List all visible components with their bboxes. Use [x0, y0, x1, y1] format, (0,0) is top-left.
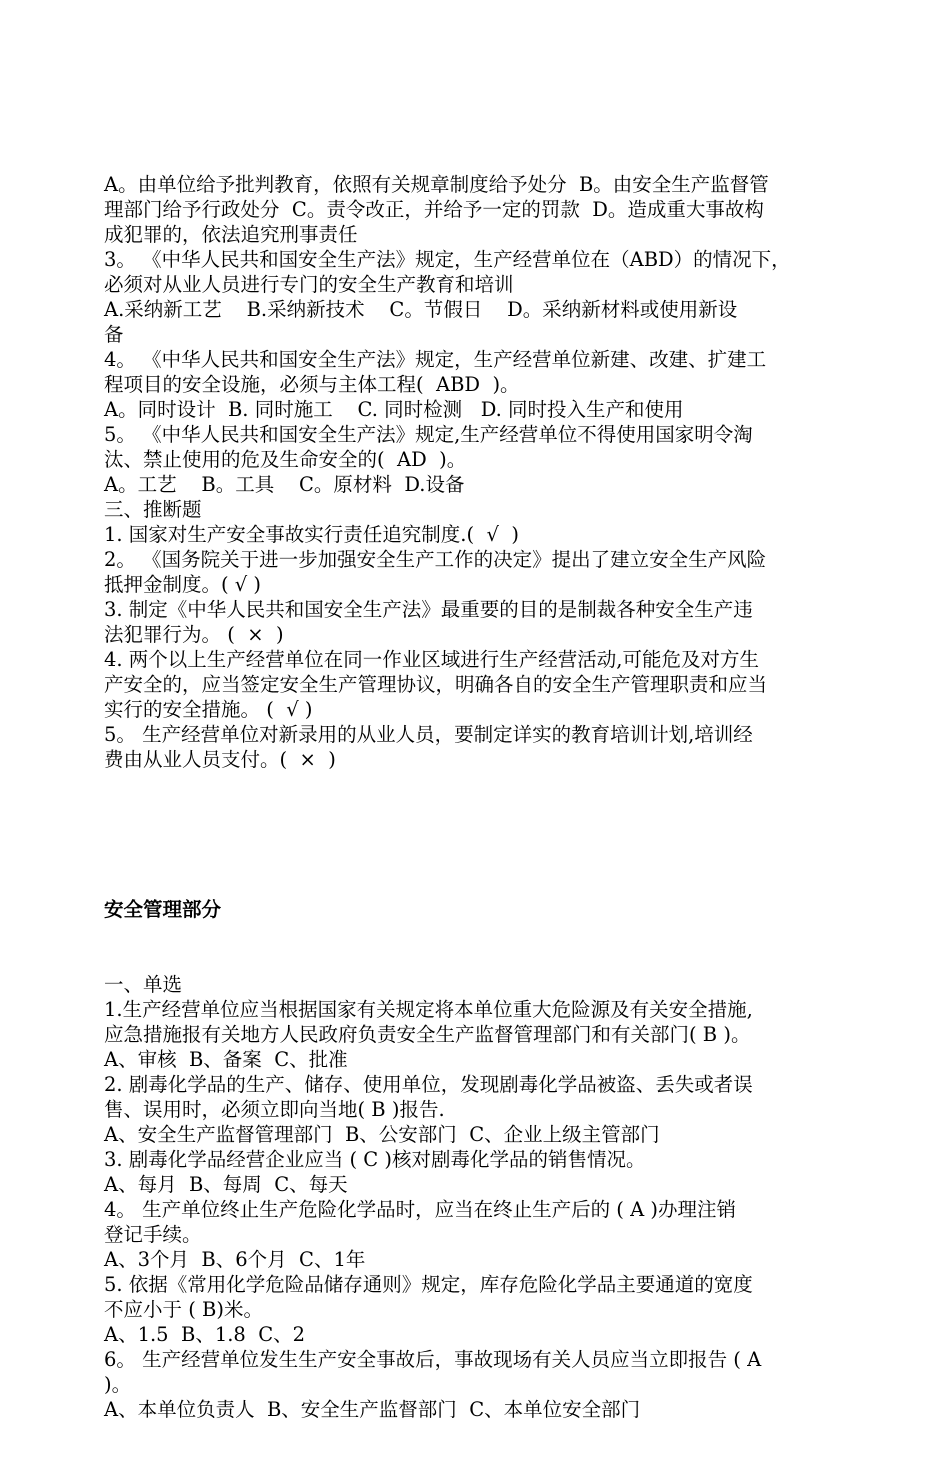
text-line: 备: [104, 323, 124, 346]
text-line: 4. 两个以上生产经营单位在同一作业区域进行生产经营活动,可能危及对方生: [104, 648, 760, 671]
text-line: 2. 剧毒化学品的生产、储存、使用单位，发现剧毒化学品被盗、丢失或者误: [104, 1073, 753, 1096]
text-line: 必须对从业人员进行专门的安全生产教育和培训: [104, 273, 514, 296]
text-line: A、本单位负责人 B、安全生产监督部门 C、本单位安全部门: [104, 1398, 641, 1421]
text-line: 费由从业人员支付。( × ): [104, 748, 336, 771]
text-line: 4。 生产单位终止生产危险化学品时，应当在终止生产后的 ( A )办理注销: [104, 1198, 736, 1221]
text-line: A。工艺 B。工具 C。原材料 D.设备: [104, 473, 465, 496]
text-line: A、3个月 B、6个月 C、1年: [104, 1248, 366, 1271]
text-line: A、审核 B、备案 C、批准: [104, 1048, 348, 1071]
text-line: 实行的安全措施。 ( √ ): [104, 698, 313, 721]
text-line: 3. 制定《中华人民共和国安全生产法》最重要的目的是制裁各种安全生产违: [104, 598, 753, 621]
section-heading: 安全管理部分: [104, 898, 222, 921]
text-line: 一、单选: [104, 973, 183, 996]
text-line: 5. 依据《常用化学危险品储存通则》规定，库存危险化学品主要通道的宽度: [104, 1273, 753, 1296]
text-line: 不应小于 ( B)米。: [104, 1298, 263, 1321]
text-line: 程项目的安全设施，必须与主体工程( ABD )。: [104, 373, 520, 396]
text-line: 6。 生产经营单位发生生产安全事故后，事故现场有关人员应当立即报告 ( A: [104, 1348, 762, 1371]
text-line: A、安全生产监督管理部门 B、公安部门 C、企业上级主管部门: [104, 1123, 660, 1146]
text-line: 三、推断题: [104, 498, 202, 521]
text-line: 5。 生产经营单位对新录用的从业人员，要制定详实的教育培训计划,培训经: [104, 723, 753, 746]
text-line: A。同时设计 B. 同时施工 C. 同时检测 D. 同时投入生产和使用: [104, 398, 684, 421]
text-line: 成犯罪的，依法追究刑事责任: [104, 223, 358, 246]
text-line: 登记手续。: [104, 1223, 202, 1246]
paragraph-gap: [104, 822, 874, 847]
text-line: 1.生产经营单位应当根据国家有关规定将本单位重大危险源及有关安全措施,: [104, 998, 753, 1021]
text-line: 应急措施报有关地方人民政府负责安全生产监督管理部门和有关部门( B )。: [104, 1023, 751, 1046]
text-line: 1. 国家对生产安全事故实行责任追究制度.( √ ): [104, 523, 519, 546]
text-line: 3. 剧毒化学品经营企业应当 ( C )核对剧毒化学品的销售情况。: [104, 1148, 646, 1171]
block-single-choice: [104, 972, 874, 1422]
block-exam-answers: [104, 172, 874, 772]
text-line: A.采纳新工艺 B.采纳新技术 C。节假日 D。采纳新材料或使用新设: [104, 298, 738, 321]
text-line: )。: [104, 1373, 132, 1396]
text-line: 4。 《中华人民共和国安全生产法》规定，生产经营单位新建、改建、扩建工: [104, 348, 767, 371]
text-line: 法犯罪行为。 ( × ): [104, 623, 284, 646]
text-line: 5。 《中华人民共和国安全生产法》规定,生产经营单位不得使用国家明令淘: [104, 423, 753, 446]
document-body: [104, 122, 874, 1472]
text-line: A。由单位给予批判教育，依照有关规章制度给予处分 B。由安全生产监督管: [104, 173, 769, 196]
text-line: A、每月 B、每周 C、每天: [104, 1173, 348, 1196]
text-line: A、1.5 B、1.8 C、2: [104, 1323, 306, 1346]
text-line: 3。 《中华人民共和国安全生产法》规定，生产经营单位在（ABD）的情况下，: [104, 248, 791, 271]
text-line: 2。 《国务院关于进一步加强安全生产工作的决定》提出了建立安全生产风险: [104, 548, 767, 571]
text-line: 理部门给予行政处分 C。责令改正，并给予一定的罚款 D。造成重大事故构: [104, 198, 764, 221]
text-line: 汰、禁止使用的危及生命安全的( AD )。: [104, 448, 467, 471]
text-line: 产安全的，应当签定安全生产管理协议，明确各自的安全生产管理职责和应当: [104, 673, 768, 696]
text-line: 售、误用时，必须立即向当地( B )报告.: [104, 1098, 445, 1121]
text-line: 抵押金制度。( √ ): [104, 573, 262, 596]
